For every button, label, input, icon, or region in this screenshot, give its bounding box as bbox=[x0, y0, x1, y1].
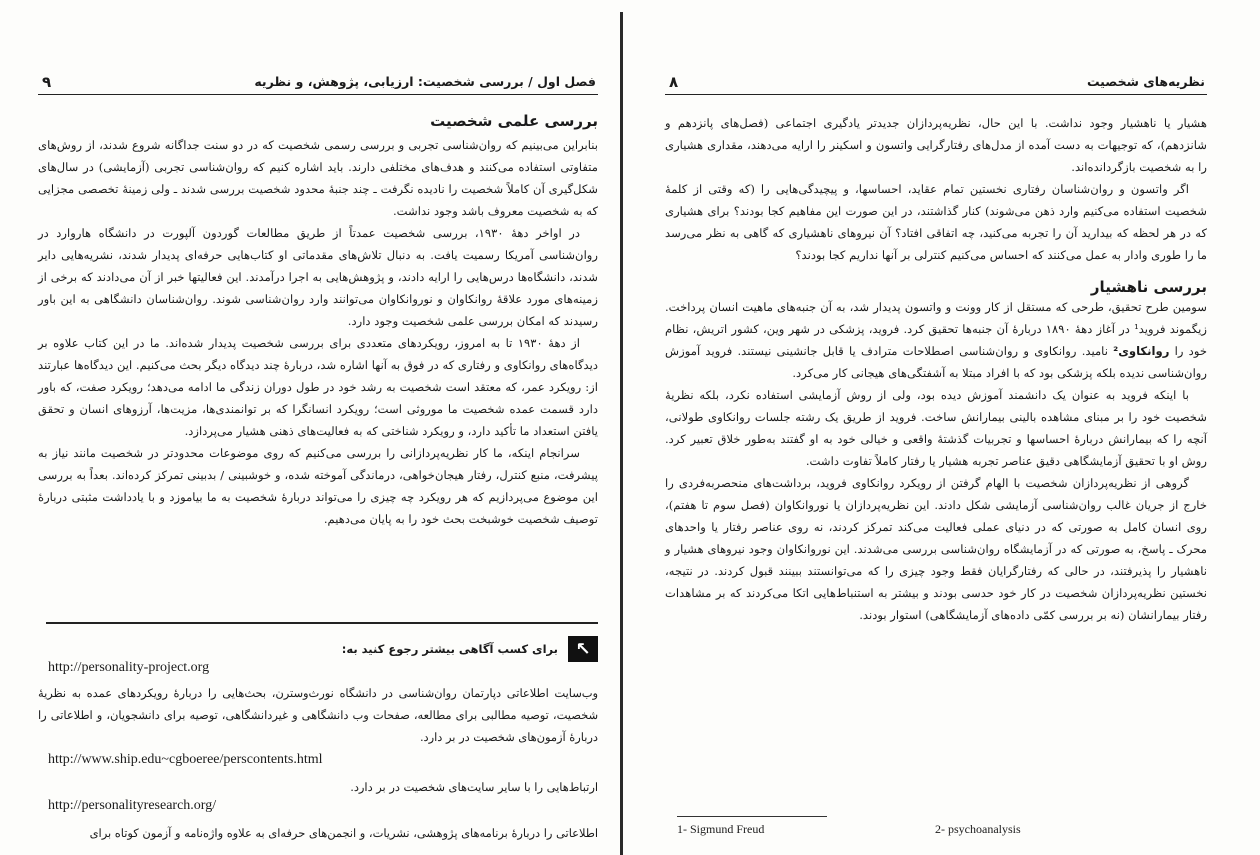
right-intro-paragraph-1: هشیار یا ناهشیار وجود نداشت. با این حال، نظریه‌پردازان جدیدتر یادگیری اجتماعی (فصل‌های پانزدهم و شانزدهم)، که توجیهات به دست آمده از مدل‌های رفتارگرایی واتسون و اسکینر را ارایه می‌دهند، مقداری هشیاری را به شخصیت بازگردانده‌اند. bbox=[665, 116, 1207, 174]
left-page bbox=[38, 0, 598, 855]
resource-description-1: وب‌سایت اطلاعاتی دپارتمان روان‌شناسی در دانشگاه نورث‌وسترن، بحث‌هایی را دربارهٔ رویکردهای عمده به نظریهٔ شخصیت، توصیه مطالبی برای مطالعه، صفحات وب دانشگاهی و غیردانشگاهی، توصیه برای دانشجویان، و اطلاعاتی را دربارهٔ آزمون‌های شخصیت در بر دارد. bbox=[38, 686, 598, 744]
left-running-head: فصل اول / بررسی شخصیت: ارزیابی، پژوهش، و نظریه bbox=[254, 74, 596, 89]
left-paragraph-2: در اواخر دههٔ ۱۹۳۰، بررسی شخصیت عمدتاً از طریق مطالعات گوردون آلپورت در دانشگاه هاروارد در روان‌شناسی آمریکا رسمیت یافت. به دنبال تلاش‌های مقدماتی او کتاب‌هایی حرفه‌ای پدیدار شدند، نشریه‌هایی دایر شدند، دانشگاه‌ها درس‌هایی را ارایه دادند، و پژوهش‌هایی به اجرا درآمدند. این فعالیتها خبر از آن می‌دادند که برخی از زمینه‌های مورد علاقهٔ روانکاوان و نوروانکاوان می‌توانند وارد روان‌شناسی شوند. روان‌شناسان دانشگاهی به این باور رسیدند که امکان بررسی علمی شخصیت وجود دارد. bbox=[38, 226, 598, 328]
left-paragraph-4: سرانجام اینکه، ما کار نظریه‌پردازانی را بررسی می‌کنیم که روی موضوعات محدودتر در شخصیت مانند نیاز به پیشرفت، منبع کنترل، رفتار هیجان‌خواهی، درماندگی آموخته شده، و خوشبینی / بدبینی تمرکز کرده‌اند. بعداً به بررسی این موضوع می‌پردازیم که هر رویکرد چه چیزی را می‌تواند دربارهٔ شخصیت به ما بیاموزد و با یادداشت مثبتی دربارهٔ توصیف شخصیت خوشبخت بحث خود را به پایان می‌دهیم. bbox=[38, 446, 598, 526]
resource-link-1[interactable]: http://personality-project.org bbox=[48, 660, 210, 675]
left-paragraph-1: بنابراین می‌بینیم که روان‌شناسی تجربی و بررسی رسمی شخصیت که در دو سنت جداگانه شروع شدند، از روش‌های متفاوتی استفاده می‌کنند و هدف‌های مختلفی دارند. باید اشاره کنیم که روان‌شناسی تجربی (آزمایشی) در سال‌های شکل‌گیری آن کاملاً شخصیت را نادیده نگرفت ـ چند جنبهٔ محدود شخصیت بررسی شدند ـ ولی زمینهٔ تخصصی مجزایی که به شخصیت معروف باشد وجود نداشت. bbox=[38, 138, 598, 218]
left-paragraph-3: از دههٔ ۱۹۳۰ تا به امروز، رویکردهای متعددی برای بررسی شخصیت پدیدار شده‌اند. ما در این کتاب علاوه بر دیدگاه‌های روانکاوی و رفتاری که در فوق به آنها اشاره شد، دربارهٔ چند دیدگاه دیگر بحث می‌کنیم. این دیدگاه‌ها عبارتند از: رویکرد عمر، که معتقد است شخصیت به رشد خود در طول دوران زندگی ما ادامه می‌دهد؛ رویکرد صفت، که باور دارد قسمت عمده شخصیت ما موروثی است؛ رویکرد انسانگرا که بر توانمندی‌ها، مزیت‌ها، آرزوهای انسان و تحقق یافتن استعداد ما تأکید دارد، و رویکرد شناختی که به فعالیت‌های ذهنی هشیار می‌پردازد. bbox=[37, 336, 598, 438]
resource-link-3[interactable]: http://personalityresearch.org/ bbox=[48, 798, 217, 813]
right-page-number: ۸ bbox=[669, 73, 679, 91]
psychoanalysis-term: روانکاوی² bbox=[1113, 344, 1170, 358]
page-gutter bbox=[620, 12, 623, 855]
resource-description-2: ارتباط‌هایی را با سایر سایت‌های شخصیت در بر دارد. bbox=[350, 780, 598, 794]
section-heading-scientific-study: بررسی علمی شخصیت bbox=[430, 112, 598, 130]
resource-link-2[interactable]: http://www.ship.edu~cgboeree/perscontents.html bbox=[48, 752, 323, 767]
footnote-1: 1- Sigmund Freud bbox=[677, 822, 765, 836]
arrow-up-left-icon: ↖ bbox=[568, 636, 598, 662]
left-main-text bbox=[38, 112, 598, 530]
freud-text-part-1: سومین طرح تحقیق، طرحی که مستقل از کار وونت و واتسون پدیدار شد، به آن جنبه‌های ماهیت انسان پرداخت. زیگموند فروید¹ در آغاز دههٔ ۱۸۹۰ دربارهٔ آن جنبه‌ها تحقیق کرد. فروید، پزشکی در شهر وین، کشور اتریش، نظام خود را bbox=[665, 300, 1207, 358]
right-paragraph-neoanalysts: گروهی از نظریه‌پردازان شخصیت با الهام گرفتن از رویکرد روانکاوی فروید، برداشت‌های منحصربه‌فردی را خارج از جریان غالب روان‌شناسی آزمایشی شکل دادند. این نظریه‌پردازان یا نوروانکاوان (فصل سوم تا هفتم)، روی انسان کامل به صورتی که در دنیای عملی فعالیت می‌کند تمرکز کردند، نه روی عناصر رفتار یا واحدهای محرک ـ پاسخ، به صورتی که در آزمایشگاه روان‌شناسی بررسی می‌شدند. این نوروانکاوان وجود نیروهای هشیار و ناهشیار را پذیرفتند، در حالی که رفتارگرایان فقط وجود چیزی را که می‌توانستند ببینند قبول کردند. در نتیجه، نخستین نظریه‌پردازان شخصیت در کار خود حدسی بودند و بیشتر به استنباط‌هایی اتکا می‌کردند که بر مشاهدات رفتار بیمارانشان (نه بر بررسی کمّی داده‌های آزمایشگاهی) استوار بودند. bbox=[665, 476, 1207, 622]
right-page-header bbox=[665, 72, 1207, 95]
left-page-number: ۹ bbox=[42, 73, 52, 91]
right-paragraph-freud bbox=[665, 296, 1207, 384]
footnote-2: 2- psychoanalysis bbox=[935, 822, 1021, 836]
right-paragraph-method: با اینکه فروید به عنوان یک دانشمند آموزش دیده بود، ولی از روش آزمایشی استفاده نکرد، بلکه نظریهٔ شخصیت خود را بر مبنای مشاهده بالینی بیمارانش ساخت. فروید از طریق یک رشته جلسات روانکاوی طولانی، آنچه را که بیمارانش دربارهٔ احساسها و تجربیات گذشتهٔ واقعی و خیالی خود به او گفتند به‌طور خلاق تعبیر کرد. روش او با تحقیق آزمایشگاهی دقیق عناصر تجربه هشیار یا رفتار کاملاً تفاوت داشت. bbox=[665, 388, 1207, 468]
section-heading-unconscious: بررسی ناهشیار bbox=[1090, 278, 1207, 296]
resources-title bbox=[342, 636, 598, 662]
resources-divider bbox=[46, 622, 598, 624]
footnote-rule bbox=[677, 816, 827, 817]
right-main-text bbox=[665, 112, 1207, 626]
resources-title-text: برای کسب آگاهی بیشتر رجوع کنید به: bbox=[341, 642, 558, 656]
right-running-head: نظریه‌های شخصیت bbox=[1086, 74, 1205, 89]
right-intro-paragraph-2: اگر واتسون و روان‌شناسان رفتاری نخستین تمام عقاید، احساسها، و پیچیدگی‌هایی را (که وقتی از کلمهٔ شخصیت استفاده می‌کنیم وارد ذهن می‌شوند) کنار گذاشتند، در این صورت این مفاهیم کجا بودند؟ برای هشیاری که در هر لحظه که بیدارید آن را تجربه می‌کنید، چه اتفاقی افتاد؟ آن نیروهای ناهشیاری که گاهی به نظر می‌رسد ما را طوری وادار به عمل می‌کنند که احساس می‌کنیم کنترلی بر آنها نداریم کجا بودند؟ bbox=[665, 182, 1207, 262]
right-page bbox=[665, 0, 1207, 855]
resource-description-3: اطلاعاتی را دربارهٔ برنامه‌های پژوهشی، نشریات، و انجمن‌های حرفه‌ای به علاوه واژه‌نامه و آزمون کوتاه برای bbox=[89, 826, 598, 840]
left-page-header bbox=[38, 72, 598, 95]
freud-text-part-2: نامید. روانکاوی و روان‌شناسی اصطلاحات مترادف یا قابل جانشینی نیستند. فروید آموزش روان‌شناسی ندیده بلکه پزشکی بود که با افراد مبتلا به آشفتگی‌های هیجانی کار می‌کرد. bbox=[665, 344, 1207, 380]
